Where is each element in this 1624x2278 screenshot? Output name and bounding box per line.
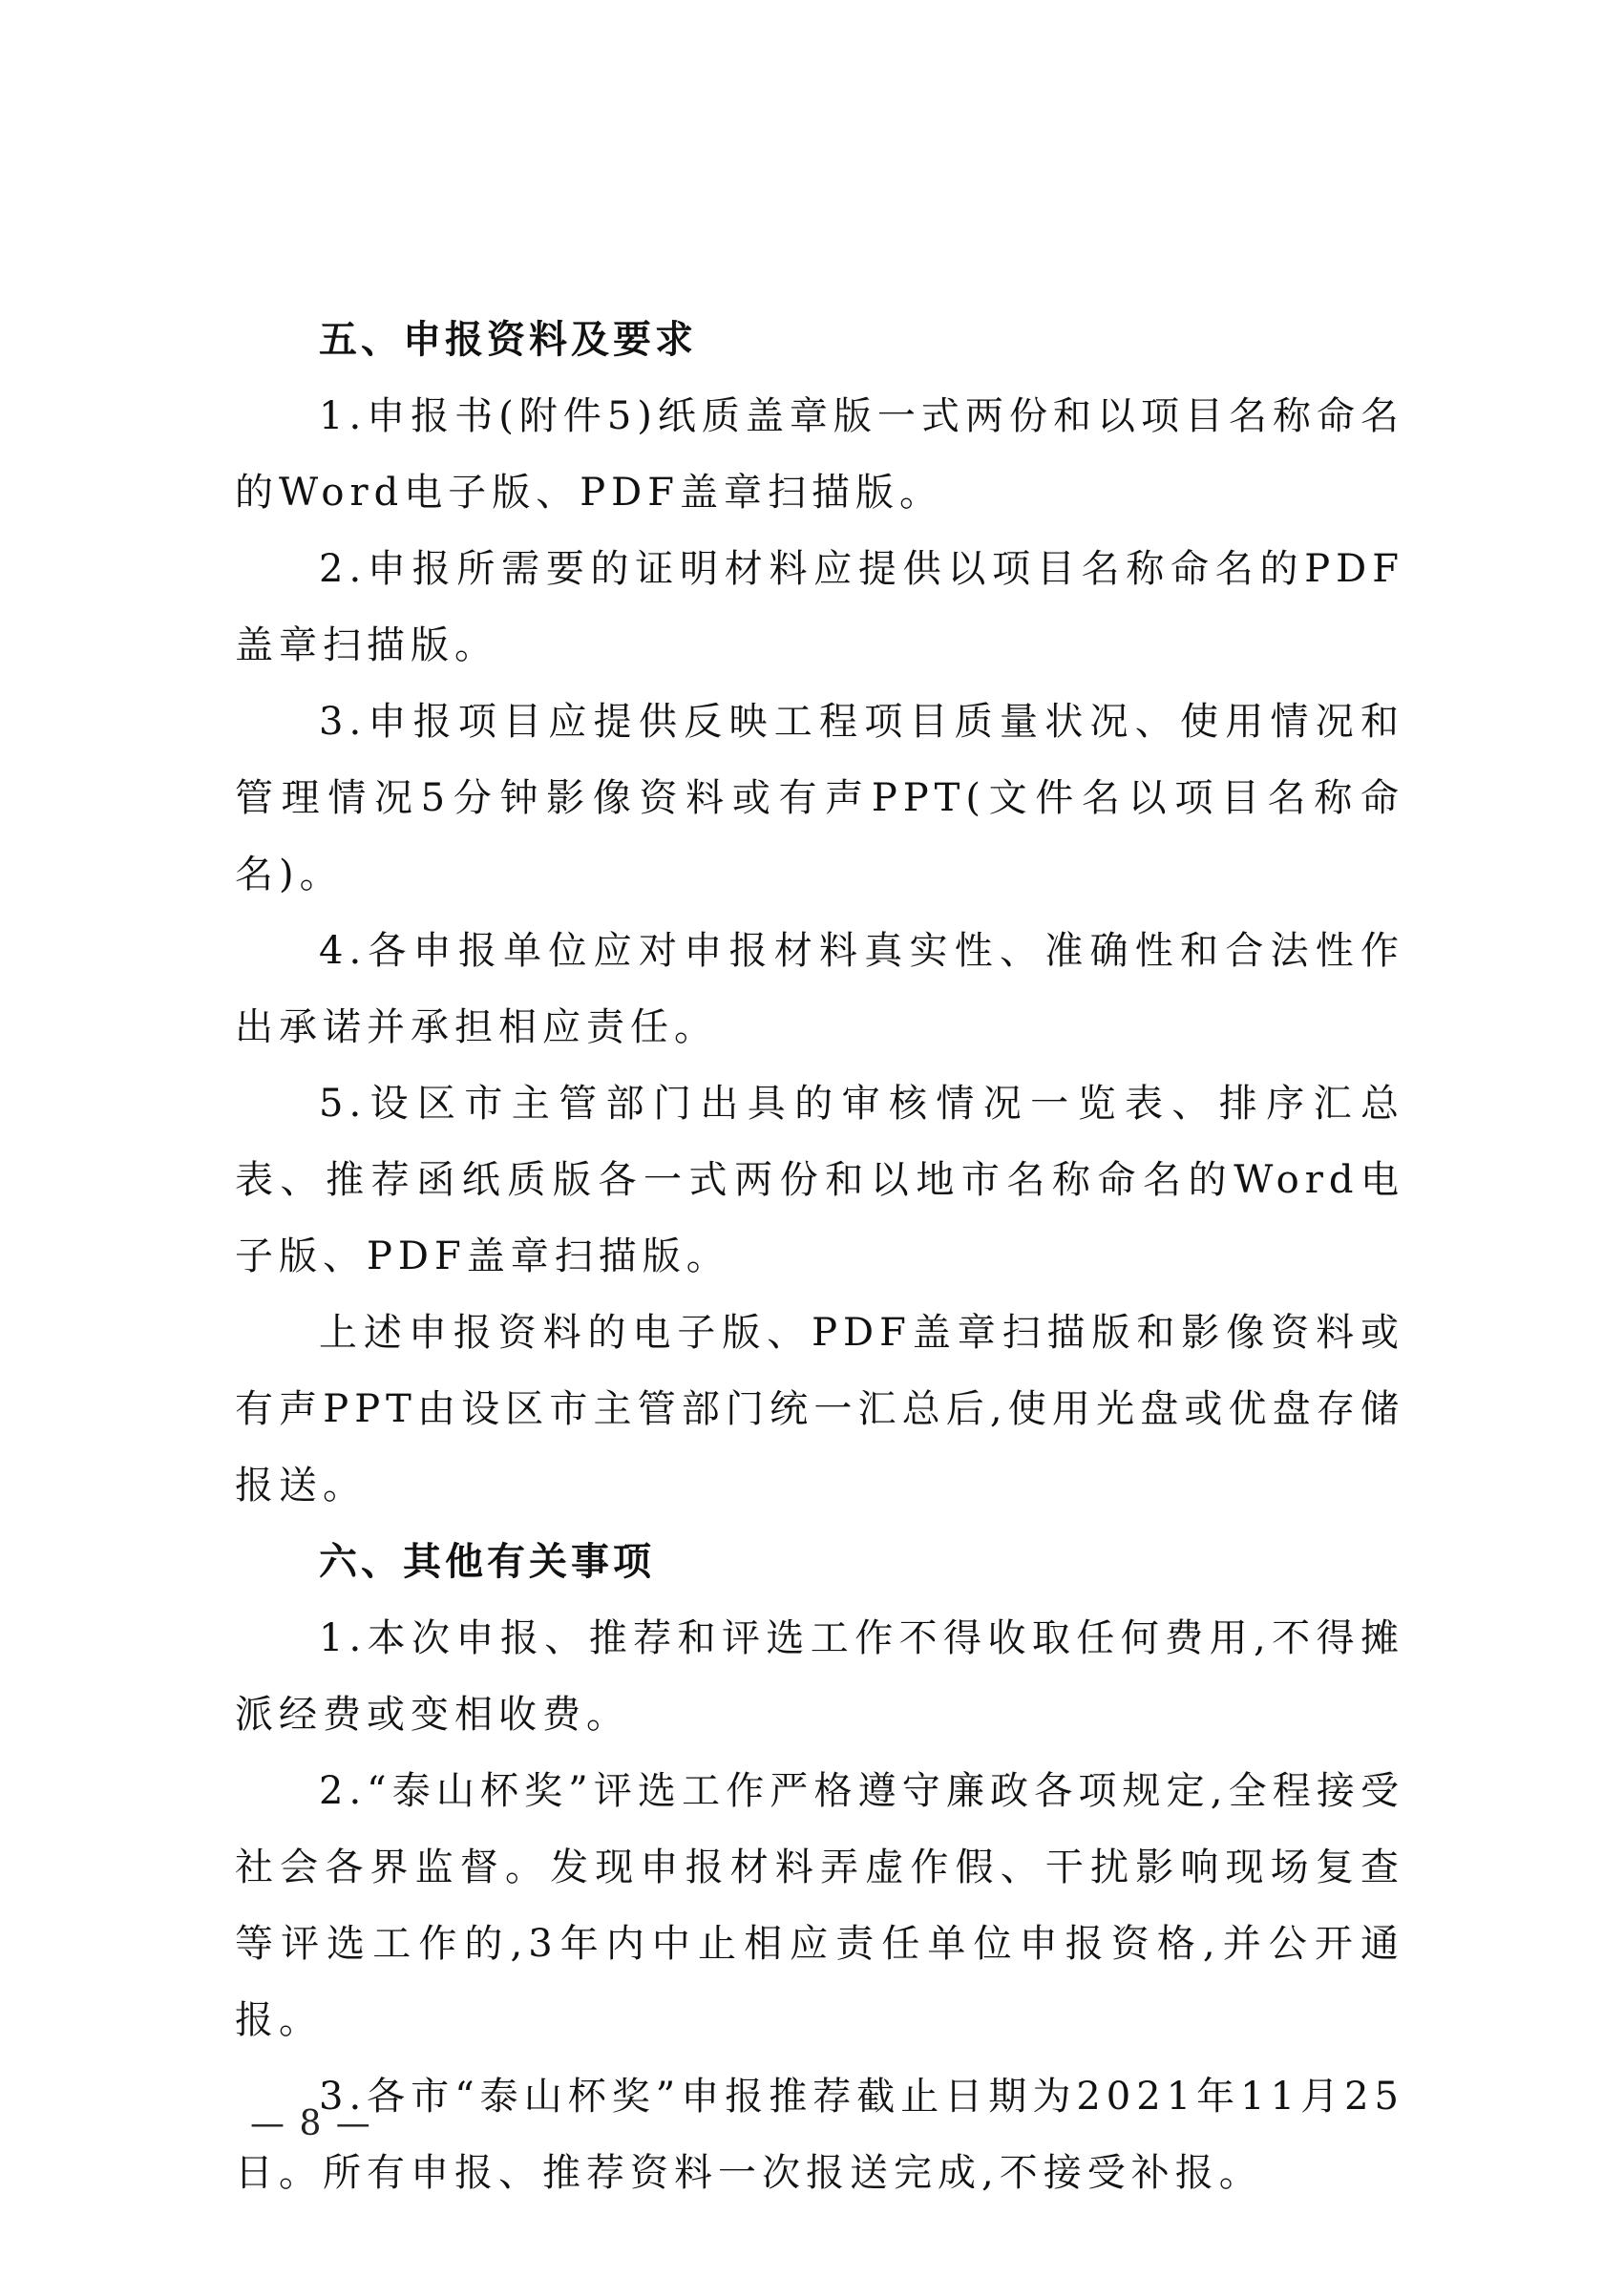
paragraph-other-1: 1.本次申报、推荐和评选工作不得收取任何费用,不得摊派经费或变相收费。 [235,1616,1404,1737]
page-number: — 8 — [250,2104,372,2143]
paragraph-other-2: 2.“泰山杯奖”评选工作严格遵守廉政各项规定,全程接受社会各界监督。发现申报材料弄虚作假、干扰影响现场复查等评选工作的,3年内中止相应责任单位申报资格,并公开通报。 [235,1769,1404,2042]
paragraph-item-3: 3.申报项目应提供反映工程项目质量状况、使用情况和管理情况5分钟影像资料或有声PPT(文件名以项目名称命名)。 [235,700,1404,896]
paragraph-other-3: 3.各市“泰山杯奖”申报推荐截止日期为2021年11月25日。所有申报、推荐资料一次报送完成,不接受补报。 [235,2075,1404,2195]
paragraph-item-5: 5.设区市主管部门出具的审核情况一览表、排序汇总表、推荐函纸质版各一式两份和以地市名称命名的Word电子版、PDF盖章扫描版。 [235,1082,1404,1278]
paragraph-summary: 上述申报资料的电子版、PDF盖章扫描版和影像资料或有声PPT由设区市主管部门统一汇总后,使用光盘或优盘存储报送。 [235,1311,1404,1508]
paragraph-item-1: 1.申报书(附件5)纸质盖章版一式两份和以项目名称命名的Word电子版、PDF盖章扫描版。 [235,394,1404,515]
paragraph-item-2: 2.申报所需要的证明材料应提供以项目名称命名的PDF盖章扫描版。 [235,547,1404,667]
section-heading-six: 六、其他有关事项 [319,1540,655,1584]
document-body [235,302,1404,2211]
paragraph-item-4: 4.各申报单位应对申报材料真实性、准确性和合法性作出承诺并承担相应责任。 [235,929,1404,1049]
section-heading-five: 五、申报资料及要求 [319,318,697,362]
